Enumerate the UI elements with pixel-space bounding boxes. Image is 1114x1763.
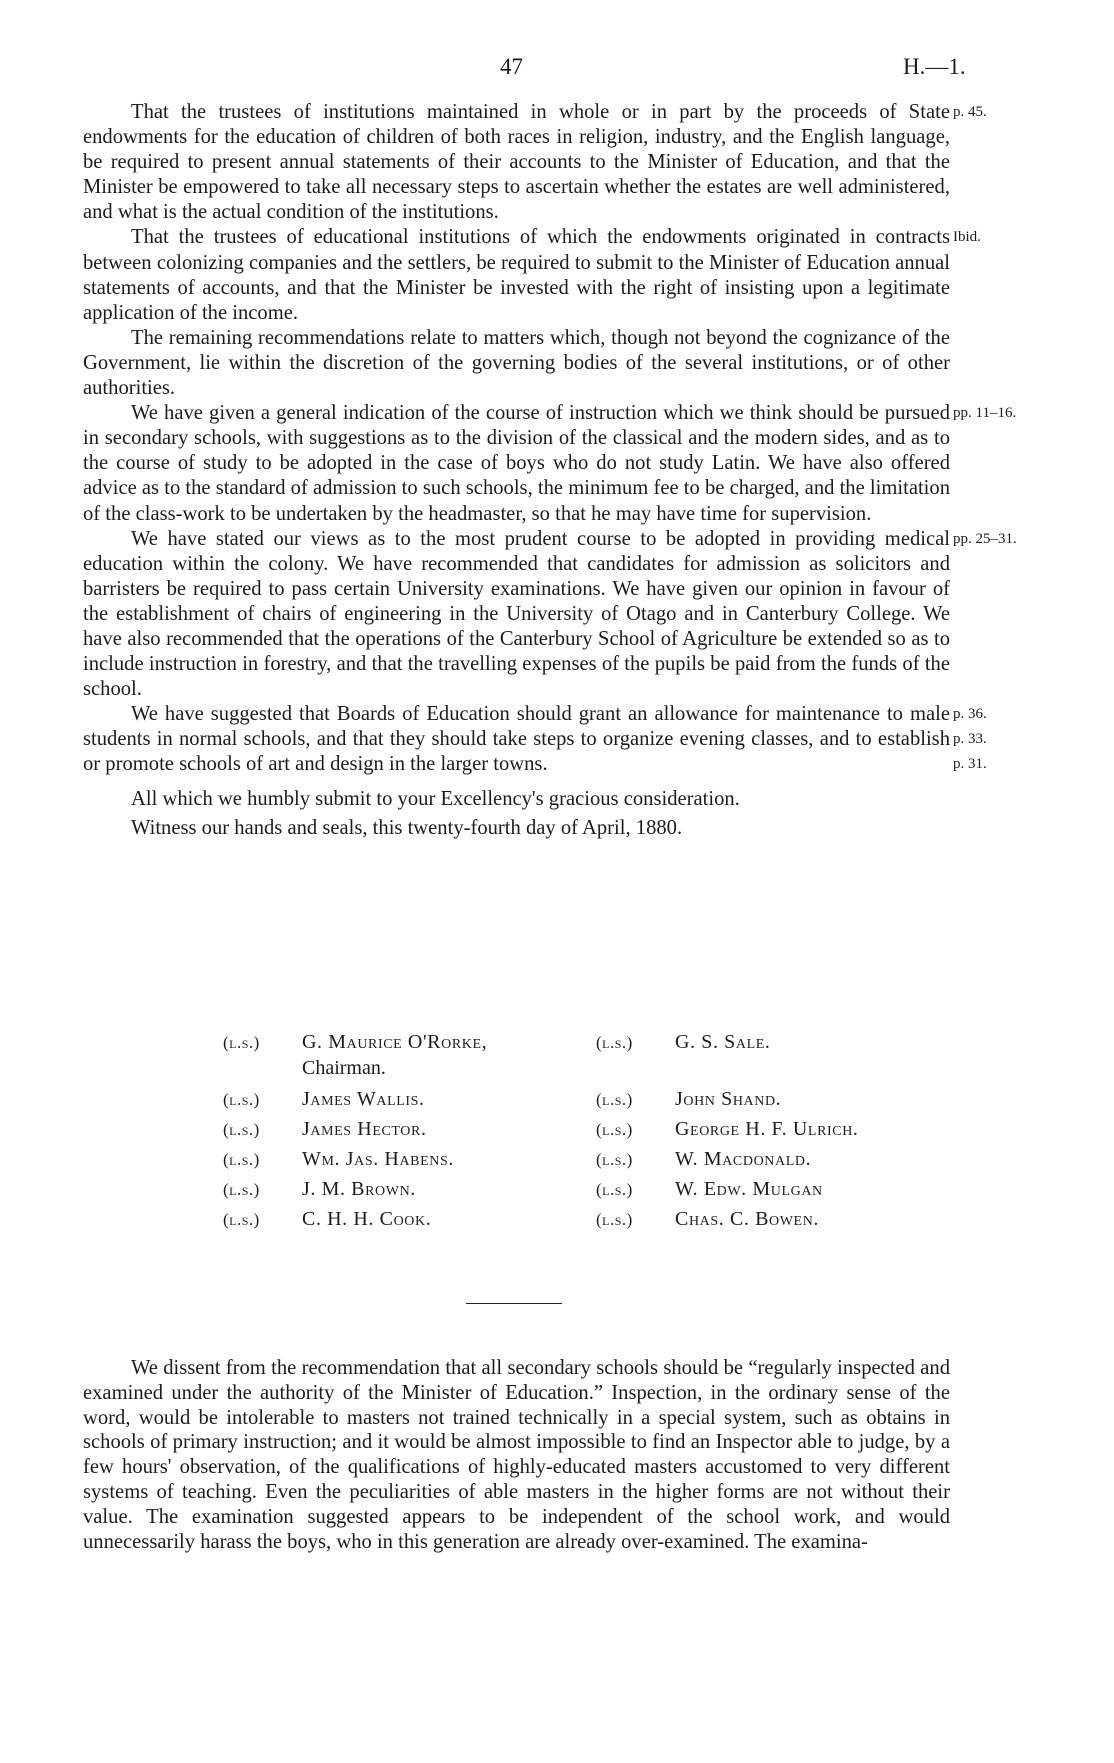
dissent-paragraph	[83, 1356, 950, 1554]
paragraph	[83, 100, 987, 225]
signatory-title: Chairman.	[302, 1057, 386, 1079]
signatory-name: Chas. C. Bowen.	[675, 1208, 820, 1230]
report-body	[83, 100, 1017, 841]
paragraph	[83, 401, 1017, 526]
seal-mark: (l.s.)	[223, 1090, 260, 1109]
paragraph	[83, 326, 950, 401]
seal-mark: (l.s.)	[223, 1033, 260, 1052]
signature-block	[0, 1030, 1114, 1240]
signatory-name: J. M. Brown.	[302, 1178, 416, 1200]
margin-note: pp. 11–16.	[953, 405, 1017, 422]
signatory-name: John Shand.	[675, 1088, 782, 1110]
seal-mark: (l.s.)	[223, 1120, 260, 1139]
section-divider	[466, 1303, 562, 1304]
paragraph-text: We have given a general indication of the course of instruction which we think should be pursued in secondary schools, with suggestions as to the division of the classical and the modern sides, and as to the course of study to be adopted in the case of boys who do not study Latin. We have also offered advice as to the standard of admission to such schools, the minimum fee to be charged, and the limitation of the class-work to be undertaken by the headmaster, so that he may have time for supervision.	[83, 402, 950, 525]
seal-mark: (l.s.)	[596, 1150, 633, 1169]
seal-mark: (l.s.)	[223, 1180, 260, 1199]
signatory-name: W. Macdonald.	[675, 1148, 812, 1170]
closing-submission	[83, 787, 950, 812]
paragraph-text: We have suggested that Boards of Education should grant an allowance for maintenance to male students in normal schools, and that they should take steps to organize evening classes, and to establish or promote schools of art and design in the larger towns.	[83, 703, 950, 776]
signatory-name: Wm. Jas. Habens.	[302, 1148, 454, 1170]
paragraph	[83, 527, 1017, 703]
paragraph	[83, 702, 987, 777]
seal-mark: (l.s.)	[596, 1120, 633, 1139]
signatory-name: G. Maurice O'Rorke,	[302, 1031, 488, 1053]
signatory-name: George H. F. Ulrich.	[675, 1118, 859, 1140]
seal-mark: (l.s.)	[596, 1180, 633, 1199]
margin-note: Ibid.	[953, 229, 981, 246]
signatory-name: G. S. Sale.	[675, 1031, 771, 1053]
closing-witness	[83, 816, 950, 841]
paragraph-text: We have stated our views as to the most prudent course to be adopted in providing medical education within the colony. We have recommended that candidates for admission as solicitors and barristers be required to pass certain University examinations. We have given our opinion in favour of the establishment of chairs of engineering in the University of Otago and in Canterbury College. We have also recommended that the operations of the Canterbury School of Agriculture be extended so as to include instruction in forestry, and that the travelling expenses of the pupils be paid from the funds of the school.	[83, 527, 950, 701]
seal-mark: (l.s.)	[596, 1033, 633, 1052]
seal-mark: (l.s.)	[223, 1150, 260, 1169]
margin-note: p. 45.	[953, 104, 987, 120]
paragraph-text: The remaining recommendations relate to matters which, though not beyond the cognizance of the Government, lie within the discretion of the governing bodies of the several institutions, or of other authorities.	[83, 326, 950, 400]
margin-note: p. 33.	[953, 731, 987, 748]
paragraph-text: That the trustees of institutions maintained in whole or in part by the proceeds of State endowments for the education of children of both races in religion, industry, and the English language, be required to present annual statements of their accounts to the Minister of Education, and that the Minister be empowered to take all necessary steps to ascertain whether the estates are well administered, and what is the actual condition of the institutions.	[83, 101, 950, 224]
closing-submission-text: All which we humbly submit to your Excellency's gracious consideration.	[131, 787, 740, 810]
signature-row	[0, 1117, 1114, 1143]
page-header	[0, 54, 1114, 84]
margin-note: p. 36.	[953, 706, 987, 723]
document-reference: H.—1.	[903, 54, 966, 79]
signature-row	[0, 1087, 1114, 1113]
seal-mark: (l.s.)	[596, 1090, 633, 1109]
signature-row	[0, 1030, 1114, 1079]
signature-row	[0, 1177, 1114, 1203]
margin-note: pp. 25–31.	[953, 530, 1017, 547]
closing-witness-text: Witness our hands and seals, this twenty-fourth day of April, 1880.	[131, 816, 683, 839]
paragraph	[83, 225, 981, 325]
signatory-name: C. H. H. Cook.	[302, 1208, 432, 1230]
seal-mark: (l.s.)	[596, 1210, 633, 1229]
signatory-name: James Hector.	[302, 1118, 427, 1140]
signatory-name: James Wallis.	[302, 1088, 425, 1110]
seal-mark: (l.s.)	[223, 1210, 260, 1229]
signatory-name: W. Edw. Mulgan	[675, 1178, 823, 1200]
signature-row	[0, 1207, 1114, 1233]
page-number: 47	[500, 54, 523, 79]
margin-note: p. 31.	[953, 756, 987, 773]
paragraph-text: That the trustees of educational institutions of which the endowments originated in contracts between colonizing companies and the settlers, be required to submit to the Minister of Education annual statements of accounts, and that the Minister be invested with the right of insisting upon a legitimate application of the income.	[83, 226, 950, 324]
signature-row	[0, 1147, 1114, 1173]
dissent-text: We dissent from the recommendation that all secondary schools should be “regularly inspected and examined under the authority of the Minister of Education.” Inspection, in the ordinary sense of the word, would be intolerable to masters not trained technically in a special system, such as obtains in schools of primary instruction; and it would be almost impossible to find an Inspector able to judge, by a few hours' observation, of the qualifications of highly-educated masters accustomed to very different systems of teaching. Even the peculiarities of able masters in the higher forms are not without their value. The examination suggested appears to be independent of the school work, and would unnecessarily harass the boys, who in this generation are already over-examined. The examina-	[83, 1357, 950, 1553]
